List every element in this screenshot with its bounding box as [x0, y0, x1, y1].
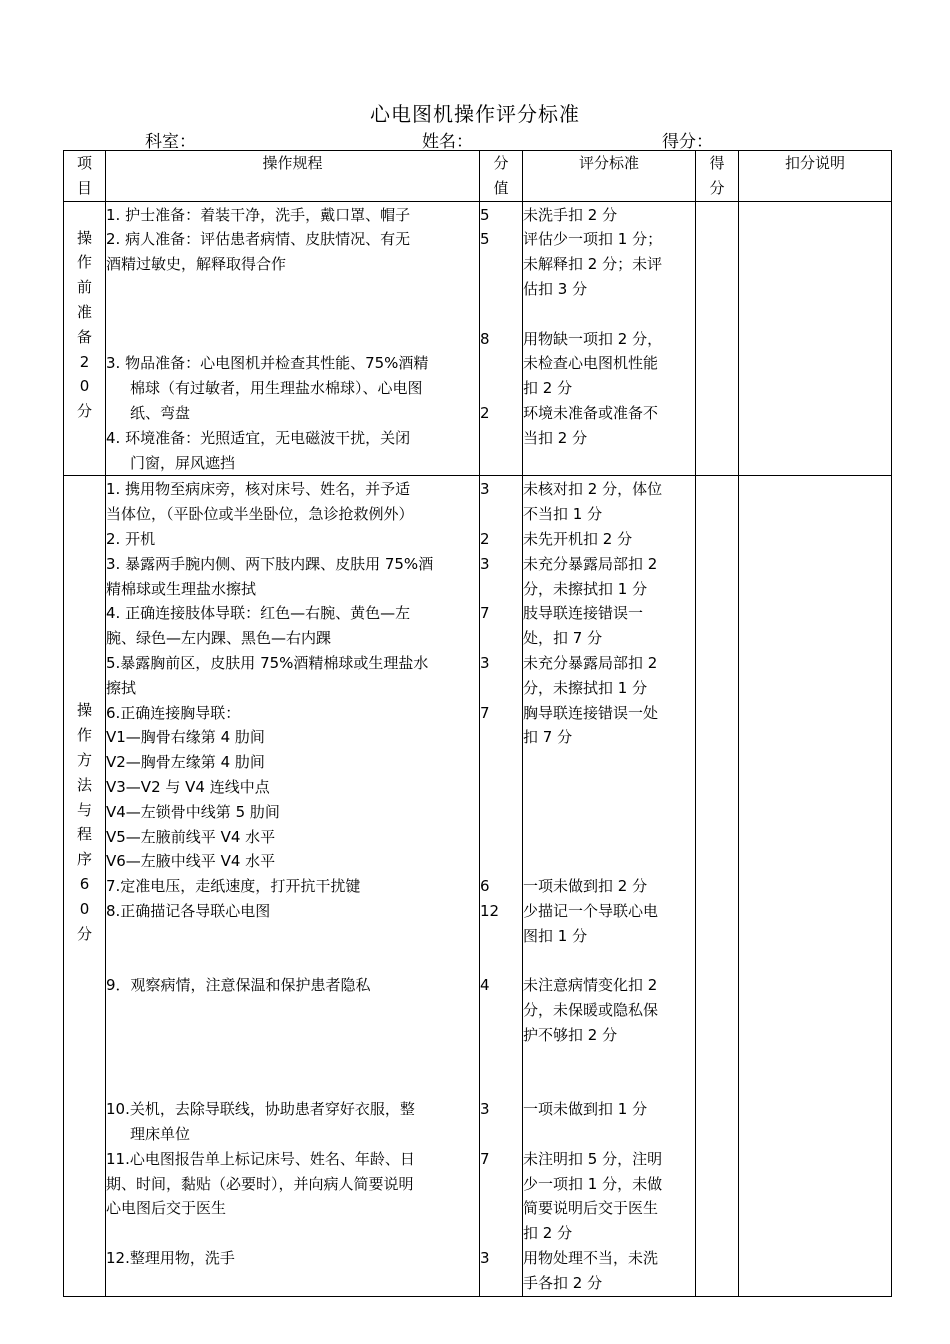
- score-value: 8: [480, 329, 490, 348]
- criteria-line: 未解释扣 2 分；未评: [523, 255, 663, 274]
- blank-line: [106, 1023, 479, 1048]
- score-value: 2: [480, 403, 490, 422]
- name-label: 姓名：: [422, 132, 473, 152]
- score-value: 3: [480, 1249, 490, 1268]
- header-procedure: 操作规程: [106, 151, 480, 202]
- value-cell: [480, 476, 523, 1296]
- criteria-line: 分，未保暖或隐私保: [523, 1001, 659, 1020]
- section-row-method: [64, 476, 892, 1296]
- procedure-line: V3—V2 与 V4 连线中点: [106, 777, 270, 796]
- blank-line: [480, 924, 522, 949]
- criteria-line: 图扣 1 分: [523, 926, 588, 945]
- blank-line: [106, 1221, 479, 1246]
- criteria-line: 处，扣 7 分: [523, 629, 603, 648]
- blank-line: [480, 1271, 522, 1296]
- blank-line: [480, 626, 522, 651]
- procedure-line: 1. 携用物至病床旁，核对床号、姓名，并予适: [106, 480, 411, 499]
- score-value: 3: [480, 480, 490, 499]
- blank-line: [106, 1271, 479, 1296]
- score-value: 3: [480, 653, 490, 672]
- blank-line: [480, 302, 522, 327]
- blank-line: [480, 775, 522, 800]
- blank-line: [480, 825, 522, 850]
- procedure-line: V2—胸骨左缘第 4 肋间: [106, 753, 265, 772]
- remark-cell[interactable]: [739, 476, 892, 1296]
- table-header-row: [64, 151, 892, 202]
- blank-line: [480, 725, 522, 750]
- criteria-line: 估扣 3 分: [523, 279, 588, 298]
- blank-line: [480, 676, 522, 701]
- procedure-line: 1. 护士准备：着装干净，洗手，戴口罩、帽子: [106, 205, 411, 224]
- procedure-line: 理床单位: [130, 1125, 191, 1144]
- blank-line: [480, 252, 522, 277]
- score-value: 6: [480, 877, 490, 896]
- score-value: 5: [480, 205, 490, 224]
- criteria-line: 未检查心电图机性能: [523, 354, 659, 373]
- procedure-line: 心电图后交于医生: [106, 1199, 227, 1218]
- blank-line: [480, 949, 522, 974]
- blank-line: [480, 1023, 522, 1048]
- procedure-line: 6.正确连接胸导联：: [106, 703, 241, 722]
- score-value: 3: [480, 1100, 490, 1119]
- header-value-label: 分值: [493, 154, 509, 197]
- header-remark: 扣分说明: [739, 151, 892, 202]
- criteria-line: 少描记一个导联心电: [523, 901, 659, 920]
- procedure-line: 4. 环境准备：光照适宜，无电磁波干扰，关闭: [106, 428, 411, 447]
- score-value: 2: [480, 529, 490, 548]
- criteria-line: 用物处理不当，未洗: [523, 1249, 659, 1268]
- procedure-line: 酒精过敏史，解释取得合作: [106, 255, 287, 274]
- blank-line: [106, 924, 479, 949]
- procedure-cell: [106, 476, 480, 1296]
- score-value: 4: [480, 976, 490, 995]
- procedure-line: 棉球（有过敏者，用生理盐水棉球）、心电图: [130, 379, 423, 398]
- procedure-line: V4—左锁骨中线第 5 肋间: [106, 802, 280, 821]
- blank-line: [480, 750, 522, 775]
- criteria-line: 环境未准备或准备不: [523, 403, 659, 422]
- criteria-line: 未先开机扣 2 分: [523, 529, 633, 548]
- procedure-line: 纸、弯盘: [130, 403, 191, 422]
- blank-line: [480, 277, 522, 302]
- criteria-line: 少一项扣 1 分，未做: [523, 1174, 663, 1193]
- procedure-line: 当体位，（平卧位或半坐卧位，急诊抢救例外）: [106, 505, 414, 524]
- score-value: 12: [480, 901, 500, 920]
- blank-line: [106, 302, 479, 327]
- score-cell[interactable]: [696, 201, 739, 476]
- criteria-line: 未注意病情变化扣 2: [523, 976, 658, 995]
- header-item: [64, 151, 106, 202]
- criteria-line: 未洗手扣 2 分: [523, 205, 618, 224]
- procedure-line: V6—左腋中线平 V4 水平: [106, 852, 276, 871]
- procedure-line: 期、时间，黏贴（必要时），并向病人简要说明: [106, 1174, 414, 1193]
- procedure-line: 3. 物品准备：心电图机并检查其性能、75%酒精: [106, 354, 429, 373]
- header-criteria: 评分标准: [523, 151, 696, 202]
- criteria-line: 手各扣 2 分: [523, 1273, 603, 1292]
- header-value: [480, 151, 523, 202]
- criteria-line: 肢导联连接错误一: [523, 604, 644, 623]
- score-label: 得分：: [662, 132, 713, 152]
- criteria-cell: [523, 201, 696, 476]
- criteria-line: 未充分暴露局部扣 2: [523, 653, 658, 672]
- blank-line: [480, 426, 522, 451]
- criteria-line: 胸导联连接错误一处: [523, 703, 659, 722]
- section-label-cell: [64, 476, 106, 1296]
- score-cell[interactable]: [696, 476, 739, 1296]
- criteria-line: 简要说明后交于医生: [523, 1199, 659, 1218]
- procedure-line: 2. 病人准备：评估患者病情、皮肤情况、有无: [106, 230, 411, 249]
- procedure-line: V5—左腋前线平 V4 水平: [106, 827, 276, 846]
- blank-line: [480, 577, 522, 602]
- blank-line: [480, 849, 522, 874]
- blank-line: [480, 376, 522, 401]
- criteria-cell: [523, 476, 696, 1296]
- score-value: 5: [480, 230, 490, 249]
- criteria-line: 不当扣 1 分: [523, 505, 603, 524]
- remark-cell[interactable]: [739, 201, 892, 476]
- value-cell: [480, 201, 523, 476]
- procedure-line: 3. 暴露两手腕内侧、两下肢内踝、皮肤用 75%酒: [106, 554, 434, 573]
- blank-line: [523, 1122, 695, 1147]
- blank-line: [480, 998, 522, 1023]
- blank-line: [106, 327, 479, 352]
- header-score: [696, 151, 739, 202]
- blank-line: [480, 1172, 522, 1197]
- criteria-line: 分，未擦拭扣 1 分: [523, 678, 648, 697]
- blank-line: [480, 1221, 522, 1246]
- blank-line: [523, 302, 695, 327]
- blank-line: [523, 1072, 695, 1097]
- blank-line: [480, 1122, 522, 1147]
- blank-line: [480, 351, 522, 376]
- section-label: 操作前准备20分: [76, 228, 92, 421]
- criteria-line: 未充分暴露局部扣 2: [523, 554, 658, 573]
- procedure-line: 7.定准电压，走纸速度，打开抗干扰键: [106, 877, 361, 896]
- header-score-label: 得分: [709, 154, 725, 197]
- blank-line: [480, 502, 522, 527]
- criteria-line: 分，未擦拭扣 1 分: [523, 579, 648, 598]
- scoring-table: [63, 150, 892, 1297]
- criteria-line: 评估少一项扣 1 分；: [523, 230, 663, 249]
- blank-line: [523, 775, 695, 800]
- section-row-prep: [64, 201, 892, 476]
- section-label-cell: [64, 201, 106, 476]
- criteria-line: 未核对扣 2 分，体位: [523, 480, 663, 499]
- document-title: 心电图机操作评分标准: [370, 102, 580, 126]
- blank-line: [106, 949, 479, 974]
- procedure-line: 8.正确描记各导联心电图: [106, 901, 271, 920]
- criteria-line: 一项未做到扣 1 分: [523, 1100, 648, 1119]
- department-label: 科室：: [145, 132, 196, 152]
- procedure-line: 精棉球或生理盐水擦拭: [106, 579, 257, 598]
- score-value: 7: [480, 703, 490, 722]
- blank-line: [523, 849, 695, 874]
- procedure-line: 门窗，屏风遮挡: [130, 453, 236, 472]
- criteria-line: 护不够扣 2 分: [523, 1025, 618, 1044]
- blank-line: [480, 1072, 522, 1097]
- criteria-line: 用物缺一项扣 2 分，: [523, 329, 663, 348]
- blank-line: [523, 949, 695, 974]
- score-value: 7: [480, 1149, 490, 1168]
- procedure-line: 5.暴露胸前区，皮肤用 75%酒精棉球或生理盐水: [106, 653, 429, 672]
- blank-line: [106, 1048, 479, 1073]
- procedure-line: 12.整理用物，洗手: [106, 1249, 235, 1268]
- criteria-line: 扣 7 分: [523, 728, 573, 747]
- procedure-line: 11.心电图报告单上标记床号、姓名、年龄、日: [106, 1149, 415, 1168]
- criteria-line: 扣 2 分: [523, 379, 573, 398]
- score-value: 7: [480, 604, 490, 623]
- blank-line: [106, 277, 479, 302]
- procedure-line: 4. 正确连接肢体导联：红色—右腕、黄色—左: [106, 604, 411, 623]
- procedure-line: 擦拭: [106, 678, 137, 697]
- criteria-line: 未注明扣 5 分，注明: [523, 1149, 663, 1168]
- procedure-line: 10.关机，去除导联线，协助患者穿好衣服，整: [106, 1100, 415, 1119]
- blank-line: [523, 750, 695, 775]
- score-value: 3: [480, 554, 490, 573]
- blank-line: [480, 800, 522, 825]
- blank-line: [106, 1072, 479, 1097]
- blank-line: [106, 998, 479, 1023]
- procedure-cell: [106, 201, 480, 476]
- blank-line: [523, 825, 695, 850]
- criteria-line: 一项未做到扣 2 分: [523, 877, 648, 896]
- procedure-line: 9．观察病情，注意保温和保护患者隐私: [106, 976, 371, 995]
- procedure-line: 2. 开机: [106, 529, 156, 548]
- header-item-label: 项目: [76, 154, 92, 197]
- blank-line: [523, 800, 695, 825]
- section-label: 操作方法与程序60分: [76, 701, 92, 943]
- criteria-line: 扣 2 分: [523, 1224, 573, 1243]
- blank-line: [480, 1048, 522, 1073]
- procedure-line: V1—胸骨右缘第 4 肋间: [106, 728, 265, 747]
- blank-line: [523, 1048, 695, 1073]
- criteria-line: 当扣 2 分: [523, 428, 588, 447]
- blank-line: [480, 1196, 522, 1221]
- procedure-line: 腕、绿色—左内踝、黑色—右内踝: [106, 629, 332, 648]
